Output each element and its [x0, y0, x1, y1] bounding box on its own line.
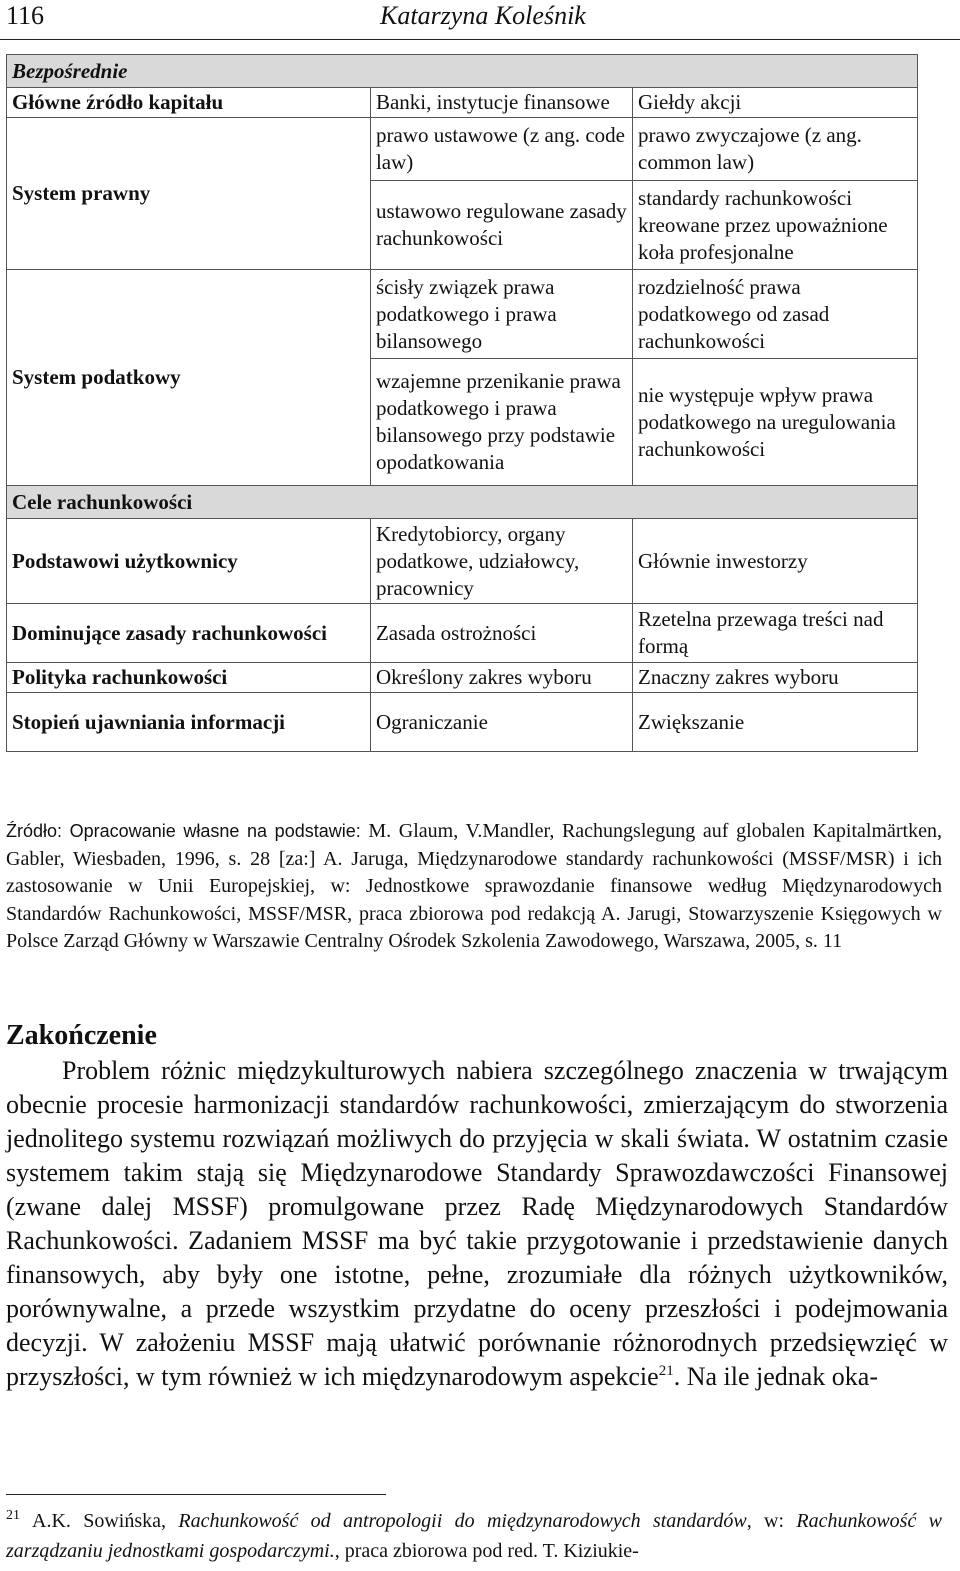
- table-section-row: [7, 55, 918, 88]
- table-cell: prawo ustawowe (z ang. code law): [370, 118, 632, 181]
- table-row: [7, 519, 918, 604]
- source-text: M. Glaum, V.Mandler, Rachungslegung auf globalen Kapitalmärtken, Gabler, Wiesbaden, 1996, s. 28 [za:] A. Jaruga, Międzynarodowe standardy rachunkowości (MSSF/MSR) i ich zastosowanie w Unii Europejskiej, w: Jednostkowe sprawozdanie finansowe według Międzynarodowych Standardów Rachunkowości, MSSF/MSR, praca zbiorowa pod redakcją A. Jarugi, Stowarzyszenie Księgowych w Polsce Zarząd Główny w Warszawie Centralny Ośrodek Szkolenia Zawodowego, Warszawa, 2005, s. 11: [6, 820, 942, 953]
- page-number: 116: [6, 1, 45, 30]
- table-cell: Banki, instytucje finansowe: [370, 88, 632, 118]
- table-cell: nie występuje wpływ prawa podatkowego na uregulowania rachunkowości: [633, 359, 918, 486]
- table-cell: Zasada ostrożności: [370, 604, 632, 663]
- footnote-book: Rachunkowość w zarządzaniu jednostkami gospodarczymi.: [6, 1510, 943, 1562]
- row-label: Stopień ujawniania informacji: [7, 693, 371, 752]
- table-cell: standardy rachunkowości kreowane przez upoważnione koła profesjonalne: [633, 181, 918, 270]
- table-source-note: [6, 818, 942, 956]
- footnote: [6, 1506, 942, 1566]
- table-cell: Zwiększanie: [633, 693, 918, 752]
- table-row: [7, 663, 918, 693]
- table-cell: Giełdy akcji: [633, 88, 918, 118]
- body-paragraph: [6, 1054, 948, 1394]
- table-row: [7, 604, 918, 663]
- table-section-row: [7, 486, 918, 519]
- footnote-tail: , praca zbiorowa pod red. T. Kiziukie-: [334, 1540, 639, 1562]
- row-label: Polityka rachunkowości: [7, 663, 371, 693]
- section-header-goals: Cele rachunkowości: [7, 486, 918, 519]
- table-cell: Znaczny zakres wyboru: [633, 663, 918, 693]
- comparison-table: [6, 54, 918, 752]
- section-heading: Zakończenie: [6, 1020, 157, 1051]
- source-label: Źródło: Opracowanie własne na podstawie:: [6, 821, 361, 841]
- running-header-author: Katarzyna Koleśnik: [380, 1, 586, 30]
- table-row: [7, 270, 918, 359]
- footnote-title: Rachunkowość od antropologii do międzynarodowych standardów: [178, 1510, 747, 1532]
- row-label: Główne źródło kapitału: [7, 88, 371, 118]
- row-label: Dominujące zasady rachunkowości: [7, 604, 371, 663]
- table-cell: wzajemne przenikanie prawa podatkowego i prawa bilansowego przy podstawie opodatkowania: [370, 359, 632, 486]
- table-cell: ustawowo regulowane zasady rachunkowości: [370, 181, 632, 270]
- header-rule: [0, 39, 960, 40]
- footnote-author: A.K. Sowińska,: [32, 1510, 179, 1532]
- paragraph-text-end: . Na ile jednak oka-: [673, 1362, 879, 1391]
- footnote-number: 21: [6, 1508, 20, 1523]
- row-label: System podatkowy: [7, 270, 371, 486]
- table-cell: rozdzielność prawa podatkowego od zasad rachunkowości: [633, 270, 918, 359]
- table-cell: Określony zakres wyboru: [370, 663, 632, 693]
- table-row: [7, 693, 918, 752]
- footnote-rule: [6, 1494, 386, 1495]
- row-label: Podstawowi użytkownicy: [7, 519, 371, 604]
- table-cell: Ograniczanie: [370, 693, 632, 752]
- table-cell: ścisły związek prawa podatkowego i prawa bilansowego: [370, 270, 632, 359]
- table-cell: Rzetelna przewaga treści nad formą: [633, 604, 918, 663]
- section-header-direct: Bezpośrednie: [7, 55, 918, 88]
- table-cell: Kredytobiorcy, organy podatkowe, udziałowcy, pracownicy: [370, 519, 632, 604]
- paragraph-text: Problem różnic międzykulturowych nabiera szczególnego znaczenia w trwającym obecnie procesie harmonizacji standardów rachunkowości, zmierzającym do stworzenia jednolitego systemu rozwiązań możliwych do przyjęcia w skali świata. W ostatnim czasie systemem takim stają się Międzynarodowe Standardy Sprawozdawczości Finansowej (zwane dalej MSSF) promulgowane przez Radę Międzynarodowych Standardów Rachunkowości. Zadaniem MSSF ma być takie przygotowanie i przedstawienie danych finansowych, aby były one istotne, pełne, zrozumiałe dla różnych użytkowników, porównywalne, a przede wszystkim przydatne do oceny przeszłości i podejmowania decyzji. W założeniu MSSF mają ułatwić porównanie różnorodnych przedsięwzięć w przyszłości, w tym również w ich międzynarodowym aspekcie: [6, 1056, 948, 1391]
- table-cell: Głównie inwestorzy: [633, 519, 918, 604]
- table-row: [7, 118, 918, 181]
- row-label: System prawny: [7, 118, 371, 270]
- table-row: [7, 88, 918, 118]
- footnote-mid: , w:: [746, 1510, 797, 1532]
- table-cell: prawo zwyczajowe (z ang. common law): [633, 118, 918, 181]
- footnote-reference[interactable]: 21: [658, 1363, 674, 1379]
